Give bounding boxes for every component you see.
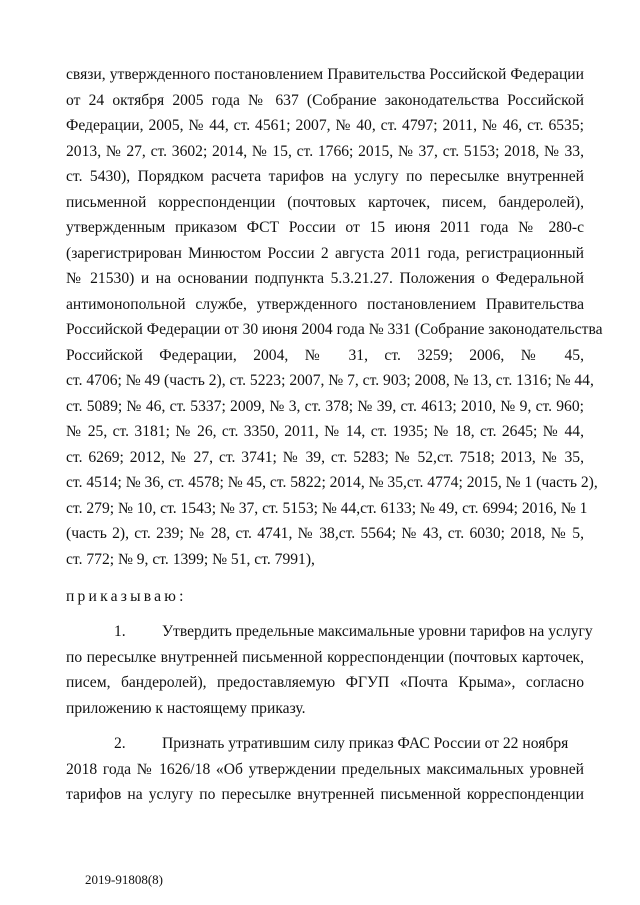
text-line: Российской Федерации, 2004, № 31, ст. 3259; 2006, № 45, [66,346,584,364]
text-line: писем, бандеролей), предоставляемую ФГУП «Почта Крыма», согласно [66,674,584,691]
text-line: по пересылке внутренней письменной корреспонденции (почтовых карточек, [66,648,584,666]
order-heading: приказываю: [66,588,187,605]
text-line: от 24 октября 2005 года № 637 (Собрание законодательства Российской [66,91,584,109]
order-item-1 [66,619,593,721]
item-first-line [66,731,584,757]
text-line: письменной корреспонденции (почтовых карточек, писем, бандеролей), [66,193,584,211]
item-number: 1. [114,623,126,640]
text-line: № 25, ст. 3181; № 26, ст. 3350, 2011, № 14, ст. 1935; № 18, ст. 2645; № 44, [66,423,584,440]
text-line: ст. 279; № 10, ст. 1543; № 37, ст. 5153; № 44,ст. 6133; № 49, ст. 6994; 2016, № 1 [66,499,588,517]
text-line: Российской Федерации от 30 июня 2004 года № 331 (Собрание законодательства [66,321,603,338]
item-first-line [66,619,593,645]
text-line: ст. 5430), Порядком расчета тарифов на услугу по пересылке внутренней [66,168,584,185]
text-line: приложению к настоящему приказу. [66,699,306,717]
preamble-paragraph [66,62,603,572]
text-line: 2018 года № 1626/18 «Об утверждении предельных максимальных уровней [66,760,584,778]
text-line: № 21530) и на основании подпункта 5.3.21.27. Положения о Федеральной [66,270,584,287]
text-line: антимонопольной службе, утвержденного постановлением Правительства [66,295,584,313]
text-line: ст. 772; № 9, ст. 1399; № 51, ст. 7991), [66,550,315,568]
text-line: ст. 5089; № 46, ст. 5337; 2009, № 3, ст. 378; № 39, ст. 4613; 2010, № 9, ст. 960; [66,397,584,415]
item-first-text: Утвердить предельные максимальные уровни тарифов на услугу [162,623,593,640]
item-number: 2. [114,735,126,752]
item-first-text: Признать утратившим силу приказ ФАС России от 22 ноября [162,735,569,752]
text-line: утвержденным приказом ФСТ России от 15 июня 2011 года № 280-с [66,219,584,236]
text-line: ст. 6269; 2012, № 27, ст. 3741; № 39, ст. 5283; № 52,ст. 7518; 2013, № 35, [66,448,584,466]
text-line: связи, утвержденного постановлением Правительства Российской Федерации [66,66,584,83]
document-code: 2019-91808(8) [85,872,163,887]
order-item-2 [66,731,584,808]
text-line: тарифов на услугу по пересылке внутренней письменной корреспонденции [66,786,584,803]
text-line: ст. 4706; № 49 (часть 2), ст. 5223; 2007, № 7, ст. 903; 2008, № 13, ст. 1316; № 44, [66,372,594,389]
text-line: (часть 2), ст. 239; № 28, ст. 4741, № 38,ст. 5564; № 43, ст. 6030; 2018, № 5, [66,525,584,542]
text-line: (зарегистрирован Минюстом России 2 августа 2011 года, регистрационный [66,244,584,262]
text-line: Федерации, 2005, № 44, ст. 4561; 2007, № 40, ст. 4797; 2011, № 46, ст. 6535; [66,117,584,134]
text-line: ст. 4514; № 36, ст. 4578; № 45, ст. 5822; 2014, № 35,ст. 4774; 2015, № 1 (часть 2), [66,474,598,491]
text-line: 2013, № 27, ст. 3602; 2014, № 15, ст. 1766; 2015, № 37, ст. 5153; 2018, № 33, [66,142,584,160]
